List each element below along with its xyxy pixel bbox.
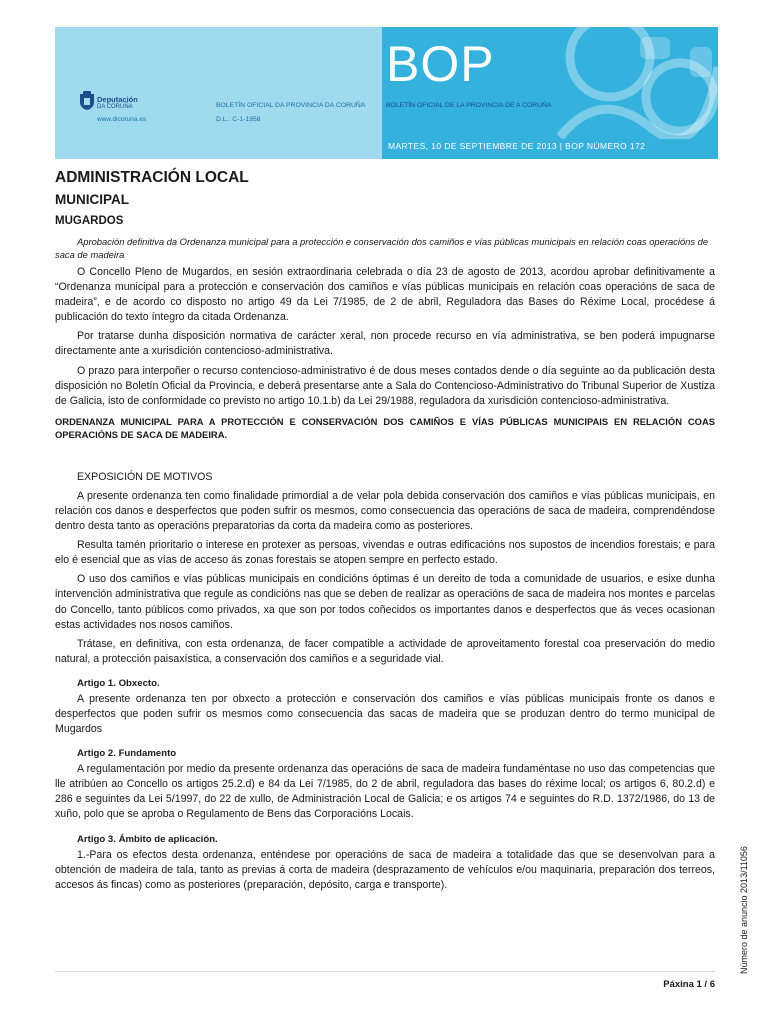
paragraph: O Concello Pleno de Mugardos, en sesión extraordinaria celebrada o día 23 de agosto de 2013, acordou aprobar definitivamente a “Ordenanza municipal para a protección e conservación dos camiños e vías públicas municipais en relación coas operacións de saca de madeira”, e de acordo co disposto no artigo 49 da Lei 7/1985, de 2 de abril, Reguladora das Bases do Réxime Local, procédese á publicación do texto íntegro da citada Ordenanza.	[55, 266, 715, 324]
ordinance-title: ORDENANZA MUNICIPAL PARA A PROTECCIÓN E CONSERVACIÓN DOS CAMIÑOS E VÍAS PÚBLICAS MUNICIPAIS EN RELACIÓN COAS OPERACIÓNS DE SACA DE MADEIRA.	[55, 415, 715, 440]
subsection-title: MUNICIPAL	[55, 192, 129, 207]
motives-heading: EXPOSICIÓN DE MOTIVOS	[77, 470, 213, 483]
announcement-subject: Aprobación definitiva da Ordenanza municipal para a protección e conservación dos camiños e vías públicas municipais en relación coas operacións de saca de madeira	[55, 236, 709, 260]
paragraph: Por tratarse dunha disposición normativa de carácter xeral, non procede recurso en vía administrativa, se ben poderá impugnarse directamente ante a xurisdición contencioso-administrativa.	[55, 330, 715, 358]
article-heading: Artigo 3. Ámbito de aplicación.	[77, 833, 218, 845]
footer-divider	[55, 971, 715, 972]
article-heading: Artigo 2. Fundamento	[77, 748, 177, 760]
legal-deposit: D.L.: C-1-1958	[216, 116, 261, 123]
deputacion-shield-icon	[79, 91, 95, 111]
issue-info: MARTES, 10 DE SEPTIEMBRE DE 2013 | BOP NÚMERO 172	[388, 141, 646, 151]
deputacion-sub: DA CORUÑA	[97, 104, 133, 110]
bop-logo-text: BOP	[386, 36, 495, 92]
paragraph: A presente ordenanza ten por obxecto a protección e conservación dos camiños e vías públicas municipais fronte os danos e desperfectos que poden sufrir os mesmos como consecuencia das sacas de madeira que se produzan dentro do termo municipal de Mugardos	[55, 692, 715, 736]
paragraph: 1.-Para os efectos desta ordenanza, enténdese por operacións de saca de madeira a totalidade das que se desenvolvan para a obtención de madeira de tala, tanto as previas á corta de madeira (desprazamento de vehículos e/ou maquinaria, preparación dos terreos, accesos ás fincas) como as posteriores (preparación, depósito, carga e transporte).	[55, 848, 715, 891]
municipality-title: MUGARDOS	[55, 215, 124, 227]
paragraph: A regulamentación por medio da presente ordenanza das operacións de saca de madeira fundaméntase no uso das competencias que lle atribúen ao Concello os artigos 25.2.d) e 84 da Lei 7/1985, do 2 de abril, reguladora das bases do réxime local; os artigos 6, 80.2.d) e 286 e seguintes da Lei 5/1997, do 22 de xullo, de Administración Local de Galicia; e os artigos 74 e seguintes do R.D. 1372/1986, do 13 de xuño, polo que se aproba o Regulamento de Bens das Corporacións Locais.	[55, 763, 715, 821]
page-number: Páxina 1 / 6	[663, 979, 715, 990]
announcement-number: Número de anuncio 2013/11056	[739, 846, 749, 974]
website-link[interactable]: www.dicoruna.es	[97, 116, 147, 123]
paragraph: Trátase, en definitiva, con esta ordenanza, de facer compatible a actividade de aproveitamento forestal coa preservación do medio natural, a protección paisaxística, a conservación dos camiños e a seguridade vial.	[55, 637, 715, 665]
paragraph: A presente ordenanza ten como finalidade primordial a de velar pola debida conservación dos camiños e vías públicas municipais, en relación cos danos e desperfectos que poden sufrir os mesmos, como consecuencia das operacións de saca de madeira, comprendéndose dentro desta tanto as operacións preparatorias da corta da madeira como as posteriores.	[55, 489, 715, 533]
paragraph: Resulta tamén prioritario o interese en protexer as persoas, vivendas e outras edificacións nos supostos de incendios forestais; e para elo é esencial que as vías de acceso ás zonas forestais se atopen sempre en perfecto estado.	[55, 539, 715, 567]
paragraph: O uso dos camiños e vías públicas municipais en condicións óptimas é un dereito de toda a comunidade de usuarios, e esixe dunha intervención administrativa que regule as condicións nas que se deben de realizar as operacións de saca de madeira nos montes e parcelas do Concello, tanto públicos como privados, xa que son por todos coñecidos os importantes danos e desperfectos que ás veces ocasionan estas actividades nos nosos camiños.	[55, 573, 715, 631]
boletin-title-spanish: BOLETÍN OFICIAL DE LA PROVINCIA DE A CORUÑA	[386, 102, 552, 109]
bop-ornament-icon	[520, 27, 718, 139]
article-heading: Artigo 1. Obxecto.	[77, 677, 160, 689]
paragraph: O prazo para interpoñer o recurso contencioso-administrativo é de dous meses contados dende o día seguinte ao da publicación desta disposición no Boletín Oficial da Provincia, e deberá presentarse ante a Sala do Contencioso-Administrativo do Tribunal Superior de Xustiza de Galicia, isto de conformidade co previsto no artigo 10.1.b) da Lei 29/1988, reguladora da xurisdición contencioso-administrativa.	[55, 364, 715, 407]
document-body	[55, 168, 715, 893]
deputacion-name: Deputación	[97, 95, 138, 104]
section-title: ADMINISTRACIÓN LOCAL	[55, 169, 249, 186]
boletin-title-galician: BOLETÍN OFICIAL DA PROVINCIA DA CORUÑA	[216, 102, 366, 109]
